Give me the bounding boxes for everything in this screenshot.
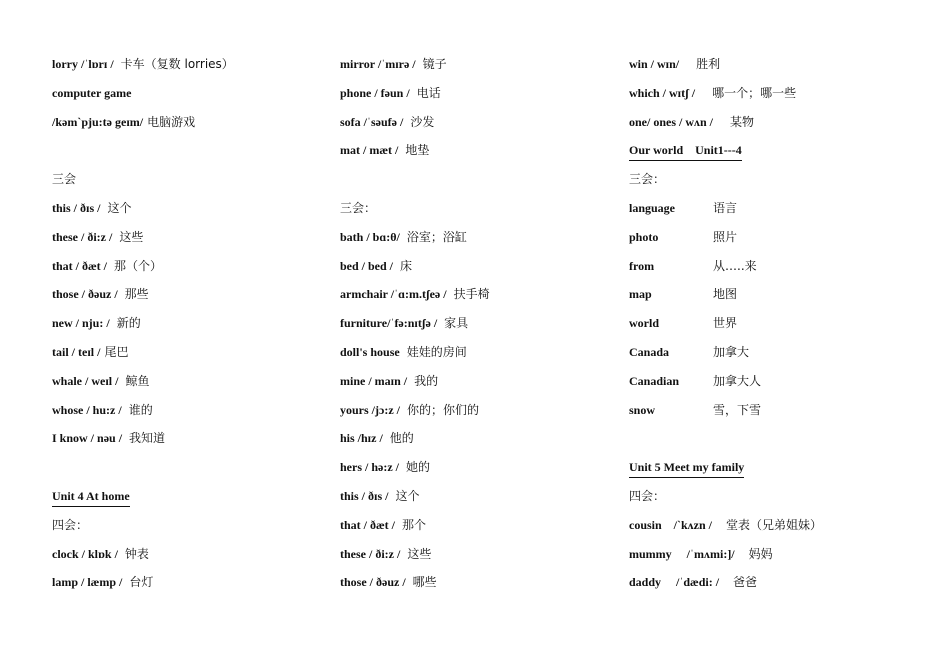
vocab-meaning: 雪，下雪	[713, 402, 762, 417]
vocab-word: world	[629, 316, 659, 331]
section-label-text: 四会：	[52, 517, 89, 532]
vocab-meaning: 他的	[389, 431, 414, 446]
vocab-entry	[340, 85, 610, 114]
vocab-meaning: 电话	[416, 85, 441, 100]
vocab-entry	[629, 344, 929, 373]
vocab-word: language	[629, 200, 676, 215]
vocab-entry	[340, 517, 610, 546]
vocab-entry	[340, 574, 610, 603]
vocab-word: his /hɪz /	[340, 431, 386, 446]
vocab-meaning: 镜子	[422, 57, 447, 71]
section-label	[629, 488, 929, 517]
vocab-word: map	[629, 287, 652, 302]
section-label-text: 三会：	[340, 200, 377, 215]
vocab-word: this / ðɪs /	[52, 200, 104, 215]
vocab-entry	[629, 517, 929, 546]
vocab-word: which / wɪtʃ /	[629, 85, 699, 100]
vocab-entry	[340, 402, 610, 431]
vocab-meaning: 这个	[395, 488, 420, 503]
section-label	[52, 517, 322, 546]
column-3	[629, 56, 929, 603]
vocab-entry	[629, 114, 929, 143]
vocab-word: win / wɪn/	[629, 57, 683, 71]
vocab-entry	[52, 114, 322, 143]
vocab-entry	[340, 373, 610, 402]
vocab-meaning: 地图	[713, 287, 738, 302]
vocab-word: bed / bed /	[340, 258, 397, 273]
vocab-meaning: 尾巴	[104, 344, 129, 359]
vocab-meaning: 某物	[730, 114, 755, 129]
vocab-word: hers / hə:z /	[340, 460, 402, 475]
vocab-meaning: 新的	[116, 316, 141, 331]
vocab-entry	[629, 546, 929, 575]
section-label-text: 三会：	[629, 172, 666, 187]
vocab-word: these / ði:z /	[52, 229, 116, 244]
vocab-meaning: 哪些	[412, 575, 437, 590]
vocab-word: /kəmˋpju:tə geɪm/	[52, 114, 144, 129]
vocab-word: bath / bɑ:θ/	[340, 229, 403, 244]
vocab-meaning: 哪一个；哪一些	[712, 85, 797, 100]
vocab-meaning: 她的	[406, 460, 431, 475]
blank-line	[52, 142, 322, 171]
vocab-meaning: 床	[400, 258, 413, 273]
section-label	[629, 171, 929, 200]
vocab-entry	[340, 459, 610, 488]
vocab-entry	[629, 258, 929, 287]
vocab-entry	[340, 488, 610, 517]
section-label	[52, 171, 322, 200]
unit-heading	[52, 488, 322, 517]
vocab-word: new / nju: /	[52, 316, 113, 331]
vocab-meaning: 你的；你们的	[406, 402, 479, 417]
vocab-word: these / ði:z /	[340, 546, 404, 561]
vocab-meaning: 那些	[124, 287, 149, 302]
vocab-word: those / ðəuz /	[340, 575, 409, 590]
vocab-word: Canada	[629, 344, 670, 359]
vocab-meaning: 加拿大人	[713, 373, 762, 388]
vocab-meaning: 加拿大	[713, 344, 750, 359]
vocab-meaning: 我的	[414, 373, 439, 388]
vocab-entry	[52, 56, 322, 85]
vocab-word: snow	[629, 402, 656, 417]
vocab-word: yours /jɔ:z /	[340, 402, 403, 417]
vocab-meaning: 沙发	[410, 114, 435, 129]
vocab-word: mine / maɪn /	[340, 373, 411, 388]
vocab-entry	[52, 430, 322, 459]
vocab-word: I know / nəu /	[52, 431, 126, 446]
vocab-entry	[629, 574, 929, 603]
vocab-meaning: 这些	[407, 546, 432, 561]
vocab-meaning: 鲸鱼	[125, 373, 150, 388]
vocab-entry	[340, 258, 610, 287]
section-label-text: 三会	[52, 172, 77, 187]
vocab-meaning: 这些	[119, 229, 144, 244]
vocab-meaning: 我知道	[129, 431, 166, 446]
vocab-word: clock / klɒk /	[52, 546, 121, 561]
vocab-word: mirror /ˈmɪrə /	[340, 57, 419, 71]
unit-heading-text: Unit 5 Meet my family	[629, 459, 744, 478]
blank-line	[629, 430, 929, 459]
vocab-word: lamp / læmp /	[52, 575, 126, 590]
vocab-entry	[629, 229, 929, 258]
vocab-meaning: 爸爸	[733, 575, 758, 590]
vocab-entry	[629, 200, 929, 229]
vocab-word: cousin /ˋkʌzn /	[629, 517, 713, 532]
column-1	[52, 56, 322, 603]
vocab-entry	[340, 344, 610, 373]
vocab-word: those / ðəuz /	[52, 287, 121, 302]
vocab-word: photo	[629, 229, 659, 244]
unit-heading	[629, 142, 929, 171]
vocab-word: doll's house	[340, 344, 403, 359]
column-2	[340, 56, 610, 603]
vocab-entry	[629, 315, 929, 344]
vocab-word: whose / hu:z /	[52, 402, 125, 417]
vocab-entry	[629, 373, 929, 402]
vocab-meaning: 这个	[107, 200, 132, 215]
vocab-meaning: 谁的	[128, 402, 153, 417]
vocab-entry	[52, 574, 322, 603]
vocab-entry	[629, 402, 929, 431]
vocab-meaning: 从…..来	[713, 258, 757, 273]
vocab-meaning: 堂表（兄弟姐妹）	[726, 517, 823, 532]
vocab-entry	[340, 142, 610, 171]
vocab-entry	[340, 286, 610, 315]
vocab-entry	[52, 344, 322, 373]
vocab-meaning: 那（个）	[114, 258, 163, 273]
section-label-text: 四会：	[629, 488, 666, 503]
vocab-entry	[629, 286, 929, 315]
vocab-word: furniture/ˈfə:nɪtʃə /	[340, 316, 441, 331]
blank-line	[52, 459, 322, 488]
vocab-meaning: 照片	[713, 229, 738, 244]
vocab-word: sofa /ˈsəufə /	[340, 114, 407, 129]
vocab-entry	[52, 200, 322, 229]
vocab-entry	[52, 373, 322, 402]
vocab-entry	[52, 315, 322, 344]
vocab-meaning: 电脑游戏	[147, 114, 196, 129]
unit-heading-text: Unit 4 At home	[52, 488, 130, 507]
vocab-meaning: 卡车（复数 lorries）	[120, 57, 234, 71]
vocab-word: whale / weɪl /	[52, 373, 122, 388]
vocab-entry	[340, 56, 610, 85]
vocab-entry	[340, 229, 610, 258]
vocab-meaning: 浴室；浴缸	[406, 229, 467, 244]
vocab-meaning: 家具	[444, 316, 469, 331]
vocab-word: this / ðɪs /	[340, 488, 392, 503]
vocab-meaning: 钟表	[124, 546, 149, 561]
vocab-word: tail / teɪl /	[52, 344, 101, 359]
vocab-entry	[629, 56, 929, 85]
unit-heading-text: Our world Unit1---4	[629, 142, 742, 161]
vocab-meaning: 地垫	[405, 143, 430, 158]
vocab-entry	[52, 402, 322, 431]
vocab-word: mat / mæt /	[340, 143, 402, 158]
vocab-entry	[340, 430, 610, 459]
vocab-entry	[340, 546, 610, 575]
vocab-word: lorry /ˈlɒrɪ /	[52, 57, 117, 71]
vocab-meaning: 胜利	[696, 57, 721, 71]
vocab-entry	[52, 229, 322, 258]
vocab-word: daddy /ˈdædi: /	[629, 575, 720, 590]
vocab-entry	[52, 85, 322, 114]
vocab-word: computer game	[52, 85, 132, 100]
vocab-word: armchair /ˈɑ:m.tʃeə /	[340, 287, 450, 302]
vocab-entry	[340, 315, 610, 344]
vocab-meaning: 妈妈	[748, 546, 773, 561]
vocab-word: one/ ones / wʌn /	[629, 114, 717, 129]
vocab-entry	[340, 114, 610, 143]
section-label	[340, 200, 610, 229]
vocab-entry	[52, 258, 322, 287]
vocab-meaning: 语言	[713, 200, 738, 215]
vocab-word: from	[629, 258, 655, 273]
vocab-meaning: 娃娃的房间	[406, 344, 467, 359]
vocab-entry	[52, 286, 322, 315]
vocab-meaning: 扶手椅	[453, 287, 490, 302]
vocab-word: Canadian	[629, 373, 680, 388]
vocab-meaning: 世界	[713, 316, 738, 331]
unit-heading	[629, 459, 929, 488]
vocab-entry	[52, 546, 322, 575]
vocab-meaning: 那个	[402, 517, 427, 532]
vocab-meaning: 台灯	[129, 575, 154, 590]
vocab-word: phone / fəun /	[340, 85, 413, 100]
blank-line	[340, 171, 610, 200]
vocab-word: mummy /ˈmʌmi:]/	[629, 546, 735, 561]
vocab-word: that / ðæt /	[52, 258, 110, 273]
vocab-word: that / ðæt /	[340, 517, 398, 532]
vocab-entry	[629, 85, 929, 114]
